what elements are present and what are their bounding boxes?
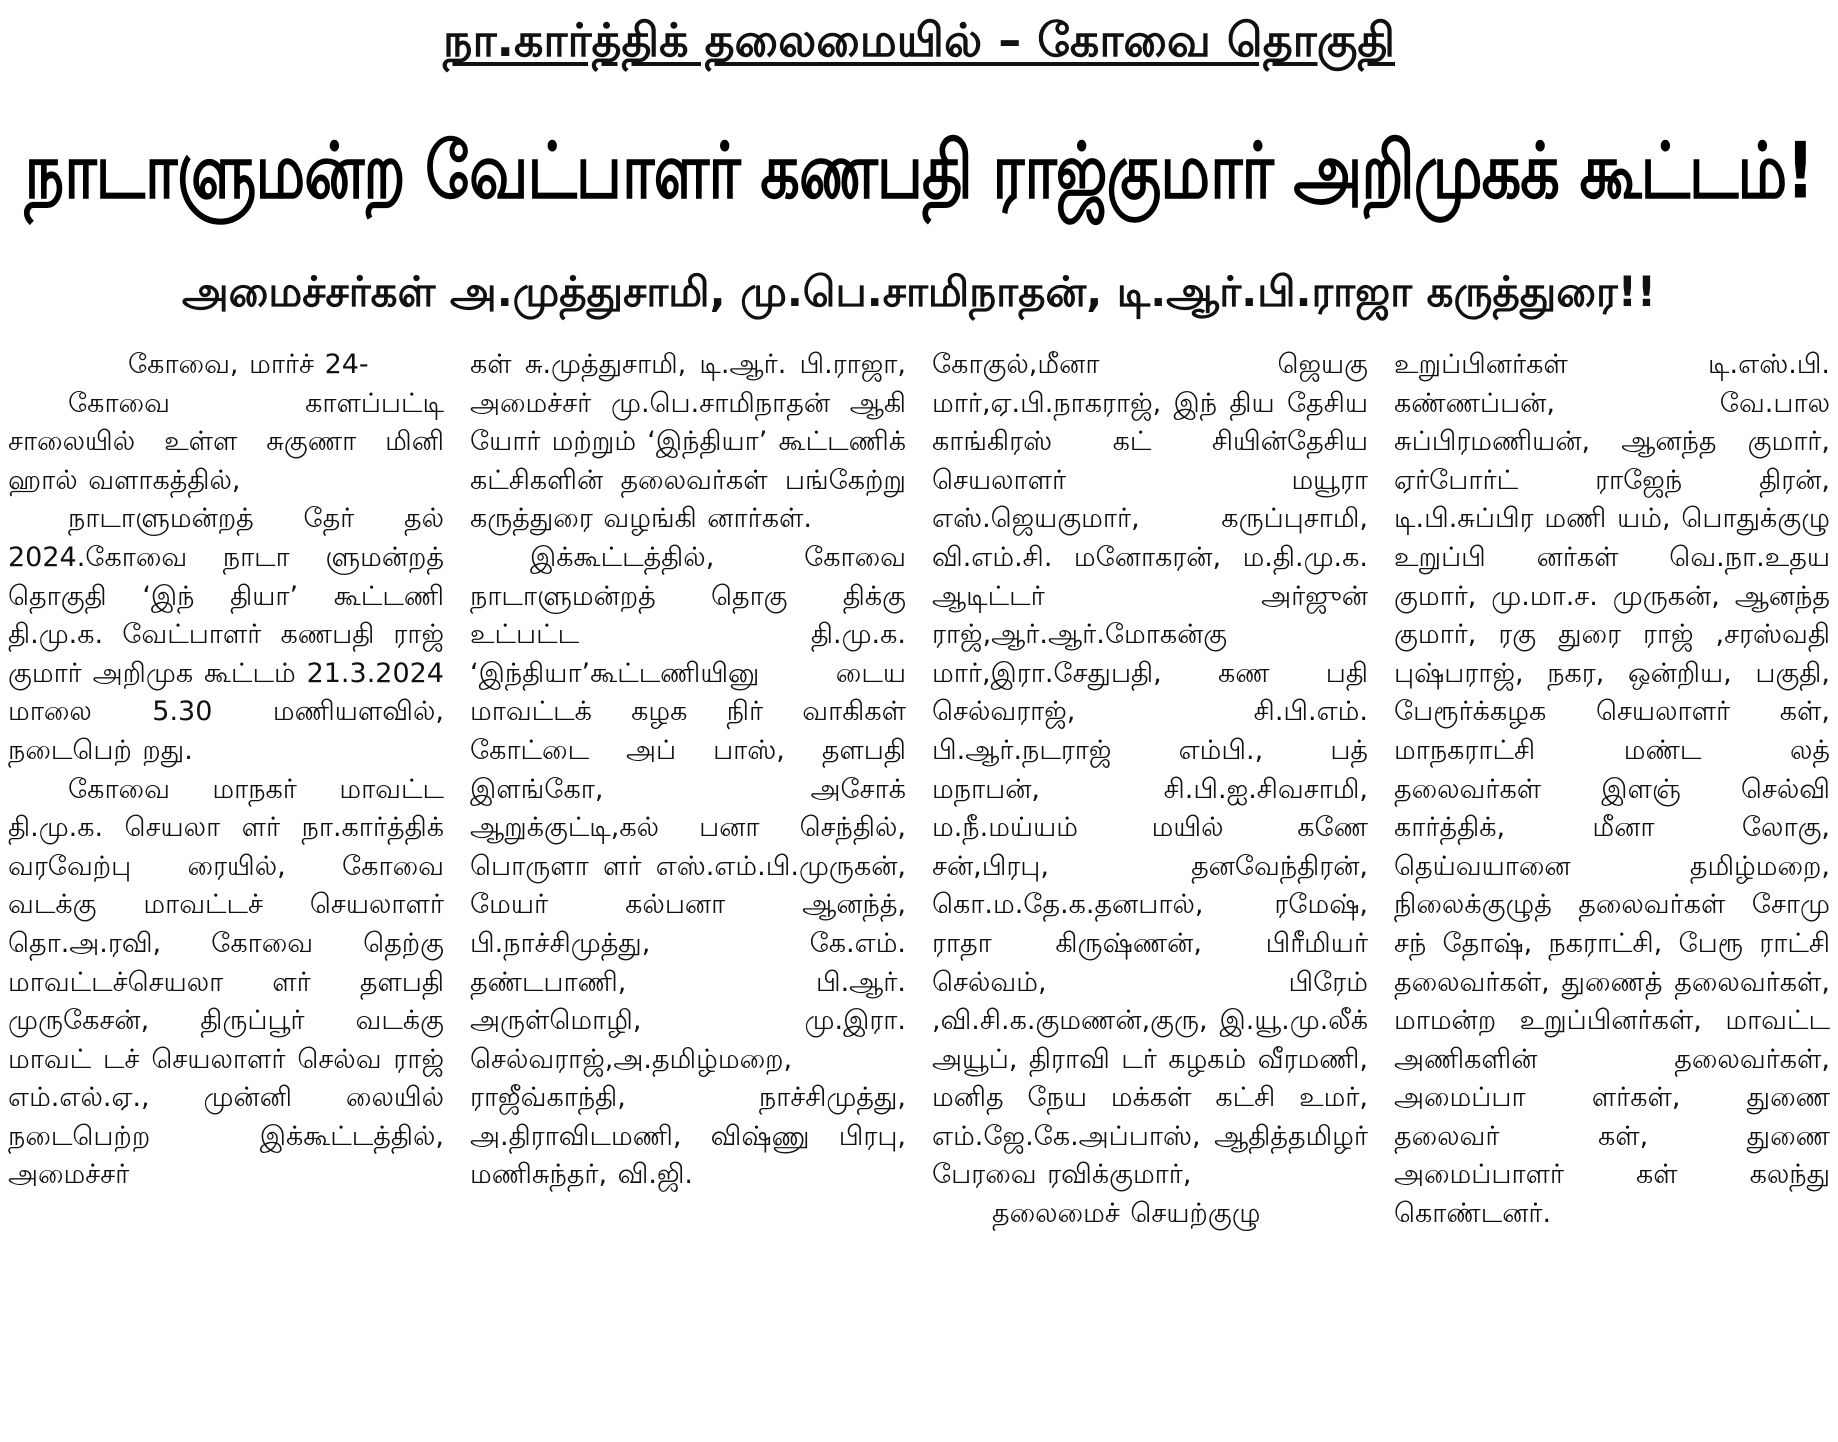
column-4: [1394, 346, 1830, 1436]
column-1: [8, 346, 444, 1436]
column-3: [932, 346, 1368, 1436]
paragraph: கள் சு.முத்துசாமி, டி.ஆர். பி.ராஜா, அமைச்சர் மு.பெ.சாமிநாதன் ஆகி யோர் மற்றும் ‘இந்தியா’ கூட்டணிக் கட்சிகளின் தலைவர்கள் பங்கேற்று கருத்துரை வழங்கி னார்கள்.: [470, 349, 906, 535]
paragraph: உறுப்பினர்கள் டி.எஸ்.பி. கண்ணப்பன், வே.பால சுப்பிரமணியன், ஆனந்த குமார், ஏர்போர்ட் ராஜேந் திரன், டி.பி.சுப்பிர மணி யம், பொதுக்குழு உறுப்பி னர்கள் வெ.நா.உதய குமார், மு.மா.ச. முருகன், ஆனந்த குமார், ரகு துரை ராஜ் ,சரஸ்வதி புஷ்பராஜ், நகர, ஒன்றிய, பகுதி, பேரூர்க்கழக செயலாளர் கள், மாநகராட்சி மண்ட லத் தலைவர்கள் இளஞ் செல்வி கார்த்திக், மீனா லோகு, தெய்வயானை தமிழ்மறை, நிலைக்குழுத் தலைவர்கள் சோமு சந் தோஷ், நகராட்சி, பேரூ ராட்சி தலைவர்கள், துணைத் தலைவர்கள், மாமன்ற உறுப்பினர்கள், மாவட்ட அணிகளின் தலைவர்கள், அமைப்பா ளர்கள், துணை தலைவர் கள், துணை அமைப்பாளர் கள் கலந்து கொண்டனர்.: [1394, 349, 1830, 1230]
column-2: [470, 346, 906, 1436]
article-body: [8, 346, 1830, 1436]
paragraph: நாடாளுமன்றத் தேர் தல் 2024.கோவை நாடா ளுமன்றத் தொகுதி ‘இந் தியா’ கூட்டணி தி.மு.க. வேட்பாளர் கணபதி ராஜ் குமார் அறிமுக கூட்டம் 21.3.2024 மாலை 5.30 மணியளவில், நடைபெற் றது.: [8, 503, 444, 766]
paragraph: கோவை காளப்பட்டி சாலையில் உள்ள சுகுணா மினி ஹால் வளாகத்தில்,: [8, 387, 444, 496]
paragraph: கோகுல்,மீனா ஜெயகு மார்,ஏ.பி.நாகராஜ், இந் திய தேசிய காங்கிரஸ் கட் சியின்தேசிய செயலாளர் மயூரா எஸ்.ஜெயகுமார், கருப்புசாமி, வி.எம்.சி. மனோகரன், ம.தி.மு.க. ஆடிட்டர் அர்ஜுன் ராஜ்,ஆர்.ஆர்.மோகன்கு மார்,இரா.சேதுபதி, கண பதி செல்வராஜ், சி.பி.எம். பி.ஆர்.நடராஜ் எம்பி., பத் மநாபன், சி.பி.ஐ.சிவசாமி, ம.நீ.மய்யம் மயில் கணே சன்,பிரபு, தனவேந்திரன், கொ.ம.தே.க.தனபால், ரமேஷ், ராதா கிருஷ்ணன், பிரீமியர் செல்வம், பிரேம் ,வி.சி.க.குமணன்,குரு, இ.யூ.மு.லீக் அயூப், திராவி டர் கழகம் வீரமணி, மனித நேய மக்கள் கட்சி உமர், எம்.ஜே.கே.அப்பாஸ், ஆதித்தமிழர் பேரவை ரவிக்குமார்,: [932, 349, 1368, 1191]
kicker-text: நா.கார்த்திக் தலைமையில் – கோவை தொகுதி: [442, 13, 1396, 67]
subheadline: அமைச்சர்கள் அ.முத்துசாமி, மு.பெ.சாமிநாதன், டி.ஆர்.பி.ராஜா கருத்துரை!!: [181, 267, 1657, 316]
kicker: [0, 10, 1838, 70]
paragraph: இக்கூட்டத்தில், கோவை நாடாளுமன்றத் தொகு திக்கு உட்பட்ட தி.மு.க. ‘இந்தியா’கூட்டணியினு டைய மாவட்டக் கழக நிர் வாகிகள் கோட்டை அப் பாஸ், தளபதி இளங்கோ, அசோக் ஆறுக்குட்டி,கல் பனா செந்தில், பொருளா ளர் எஸ்.எம்.பி.முருகன், மேயர் கல்பனா ஆனந்த், பி.நாச்சிமுத்து, கே.எம். தண்டபாணி, பி.ஆர். அருள்மொழி, மு.இரா. செல்வராஜ்,அ.தமிழ்மறை, ராஜீவ்காந்தி, நாச்சிமுத்து, அ.திராவிடமணி, விஷ்ணு பிரபு, மணிசுந்தர், வி.ஜி.: [470, 541, 906, 1191]
dateline: கோவை, மார்ச் 24-: [128, 349, 369, 380]
paragraph: கோவை மாநகர் மாவட்ட தி.மு.க. செயலா ளர் நா.கார்த்திக் வரவேற்பு ரையில், கோவை வடக்கு மாவட்டச் செயலாளர் தொ.அ.ரவி, கோவை தெற்கு மாவட்டச்செயலா ளர் தளபதி முருகேசன், திருப்பூர் வடக்கு மாவட் டச் செயலாளர் செல்வ ராஜ் எம்.எல்.ஏ., முன்னி லையில் நடைபெற்ற இக்கூட்டத்தில், அமைச்சர்: [8, 773, 444, 1191]
paragraph: தலைமைச் செயற்குழு: [992, 1198, 1261, 1230]
headline: நாடாளுமன்ற வேட்பாளர் கணபதி ராஜ்குமார் அறிமுகக் கூட்டம்!: [24, 124, 1814, 216]
